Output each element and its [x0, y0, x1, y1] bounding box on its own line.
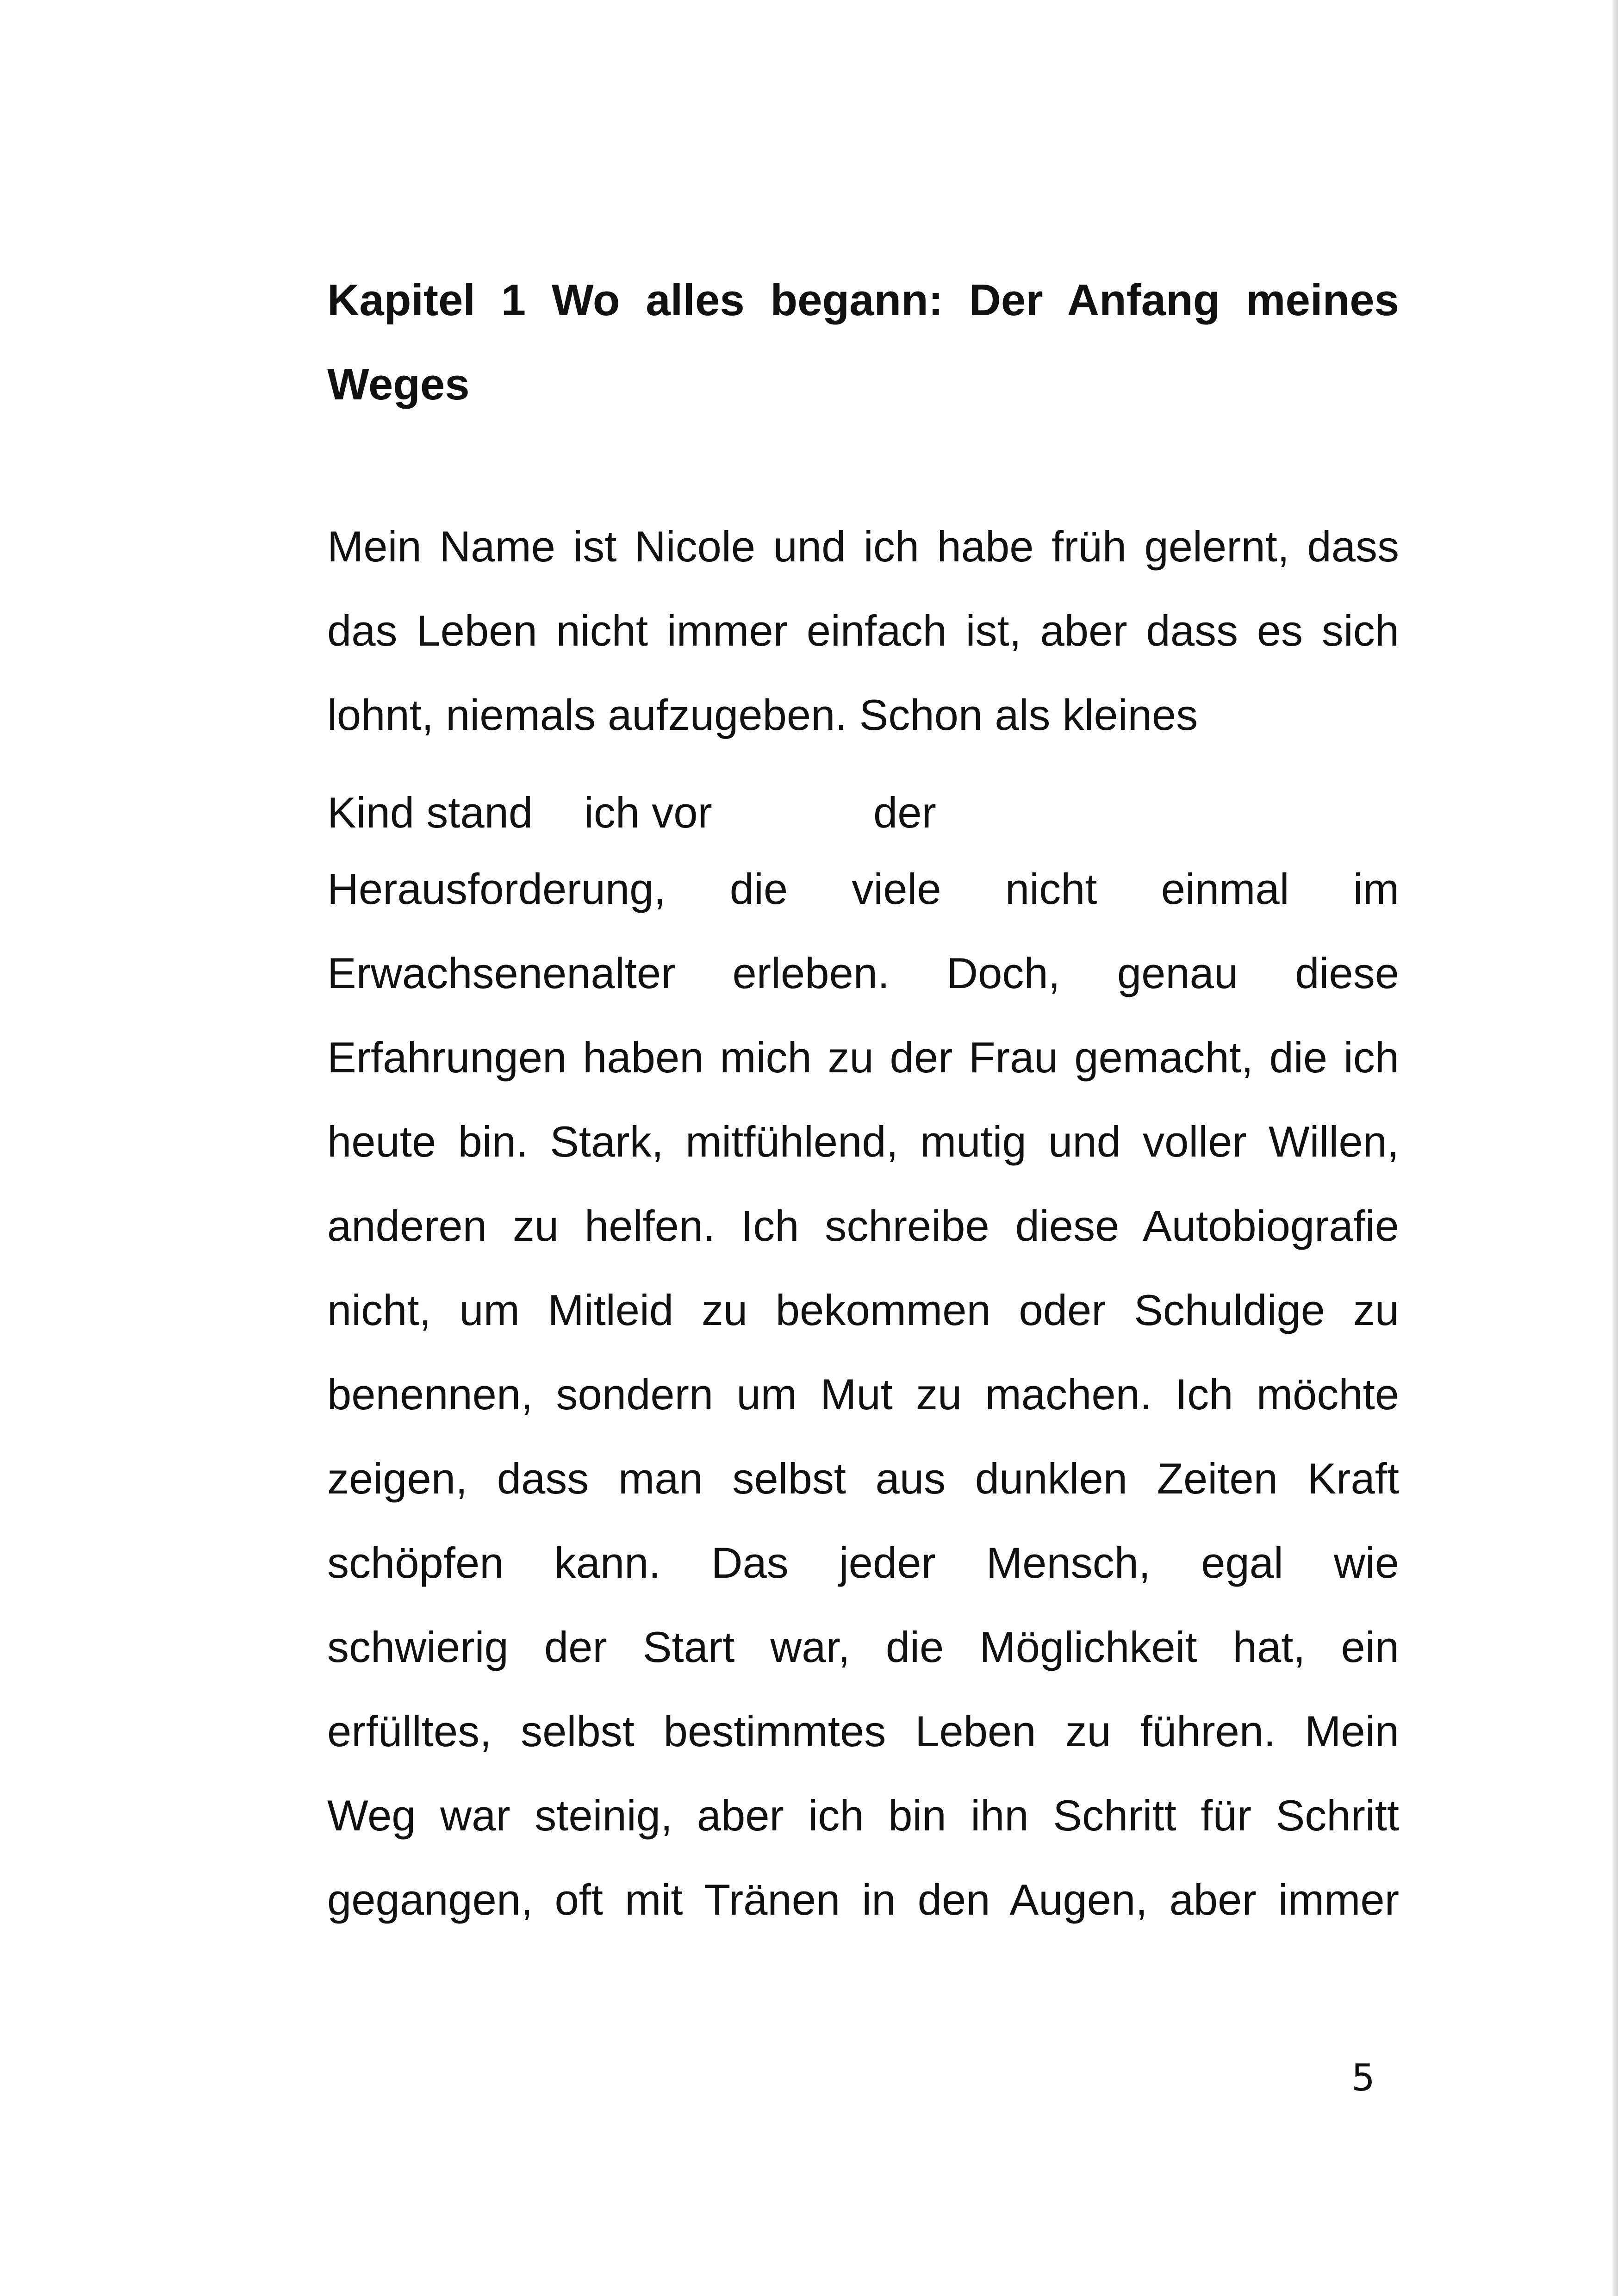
chapter-heading-line-2: Weges: [327, 360, 470, 409]
split-line-part-1: Kind stand: [327, 788, 533, 837]
page-edge-shadow: [1612, 0, 1618, 2296]
paragraph-line: anderen zu helfen. Ich schreibe diese Autobiografie: [327, 1201, 1399, 1250]
page-number: 5: [1351, 2056, 1375, 2099]
paragraph-line: Mein Name ist Nicole und ich habe früh gelernt, dass: [327, 522, 1399, 571]
paragraph-line: gegangen, oft mit Tränen in den Augen, aber immer: [327, 1875, 1399, 1924]
paragraph-line: Erfahrungen haben mich zu der Frau gemacht, die ich: [327, 1033, 1399, 1082]
paragraph-line: schöpfen kann. Das jeder Mensch, egal wie: [327, 1538, 1399, 1587]
paragraph-line: heute bin. Stark, mitfühlend, mutig und voller Willen,: [327, 1117, 1399, 1166]
paragraph-line: erfülltes, selbst bestimmtes Leben zu führen. Mein: [327, 1707, 1399, 1755]
paragraph-line: Erwachsenenalter erleben. Doch, genau diese: [327, 949, 1399, 997]
paragraph-line: benennen, sondern um Mut zu machen. Ich möchte: [327, 1370, 1399, 1419]
paragraph-line: schwierig der Start war, die Möglichkeit hat, ein: [327, 1623, 1399, 1671]
split-line-part-3: der: [873, 788, 936, 837]
split-line-part-2: ich vor: [584, 788, 712, 837]
paragraph-line: zeigen, dass man selbst aus dunklen Zeiten Kraft: [327, 1454, 1399, 1503]
paragraph-line: lohnt, niemals aufzugeben. Schon als kleines: [327, 691, 1198, 739]
paragraph-line: Weg war steinig, aber ich bin ihn Schritt für Schritt: [327, 1791, 1399, 1840]
paragraph-line: das Leben nicht immer einfach ist, aber dass es sich: [327, 606, 1399, 655]
paragraph-line: Herausforderung, die viele nicht einmal im: [327, 865, 1399, 913]
paragraph-line: nicht, um Mitleid zu bekommen oder Schuldige zu: [327, 1286, 1399, 1334]
chapter-heading-line-1: Kapitel 1 Wo alles begann: Der Anfang meines: [327, 275, 1399, 325]
